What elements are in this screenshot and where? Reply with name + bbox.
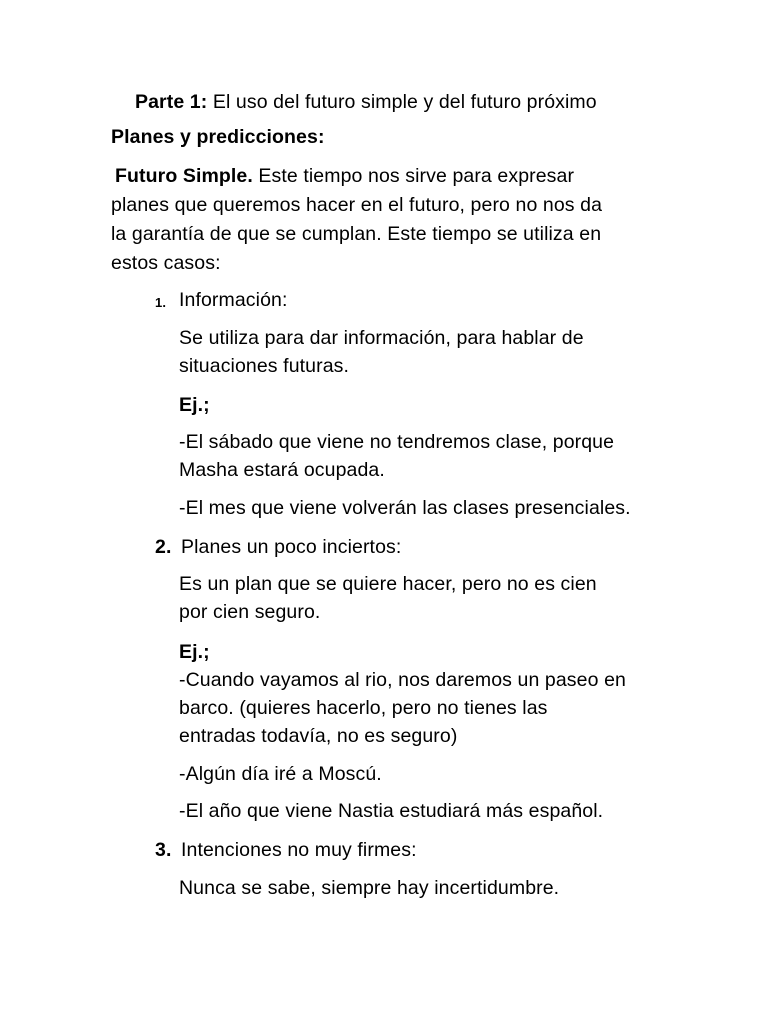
section-3-desc-1: Nunca se sabe, siempre hay incertidumbre. bbox=[179, 877, 560, 899]
section-2-desc-2: por cien seguro. bbox=[179, 601, 321, 623]
section-1-example-1a: -El sábado que viene no tendremos clase, porque bbox=[179, 431, 615, 453]
section-2-example-1c: entradas todavía, no es seguro) bbox=[179, 725, 458, 747]
subheading: Planes y predicciones: bbox=[111, 126, 325, 148]
section-1-desc-1: Se utiliza para dar información, para hablar de bbox=[179, 327, 584, 349]
section-1-example-1b: Masha estará ocupada. bbox=[179, 459, 385, 481]
section-2-title: Planes un poco inciertos: bbox=[181, 536, 402, 558]
section-1-example-2: -El mes que viene volverán las clases presenciales. bbox=[179, 497, 631, 519]
section-1-desc-2: situaciones futuras. bbox=[179, 355, 350, 377]
section-2-desc-1: Es un plan que se quiere hacer, pero no es cien bbox=[179, 573, 597, 595]
section-3-title: Intenciones no muy firmes: bbox=[181, 839, 417, 861]
intro-line-4: estos casos: bbox=[111, 252, 221, 274]
heading-label: Parte 1: bbox=[135, 91, 208, 113]
section-1-title: Información: bbox=[179, 289, 288, 311]
section-2-example-3: -El año que viene Nastia estudiará más español. bbox=[179, 800, 604, 822]
section-2-example-1a: -Cuando vayamos al rio, nos daremos un paseo en bbox=[179, 669, 626, 691]
page-heading bbox=[135, 88, 597, 116]
intro-line-1: Futuro Simple. Este tiempo nos sirve para expresar bbox=[115, 165, 575, 187]
list-number-2: 2. bbox=[155, 536, 172, 558]
intro-label: Futuro Simple. bbox=[115, 165, 253, 187]
section-2-example-1b: barco. (quieres hacerlo, pero no tienes las bbox=[179, 697, 548, 719]
list-number-1: 1. bbox=[155, 295, 167, 310]
section-2-example-2: -Algún día iré a Moscú. bbox=[179, 763, 382, 785]
list-number-3: 3. bbox=[155, 839, 172, 861]
intro-line-2: planes que queremos hacer en el futuro, pero no nos da bbox=[111, 194, 603, 216]
heading-text: El uso del futuro simple y del futuro próximo bbox=[207, 91, 597, 113]
section-2-example-label: Ej.; bbox=[179, 641, 210, 663]
intro-line-3: la garantía de que se cumplan. Este tiempo se utiliza en bbox=[111, 223, 602, 245]
section-1-example-label: Ej.; bbox=[179, 394, 210, 416]
